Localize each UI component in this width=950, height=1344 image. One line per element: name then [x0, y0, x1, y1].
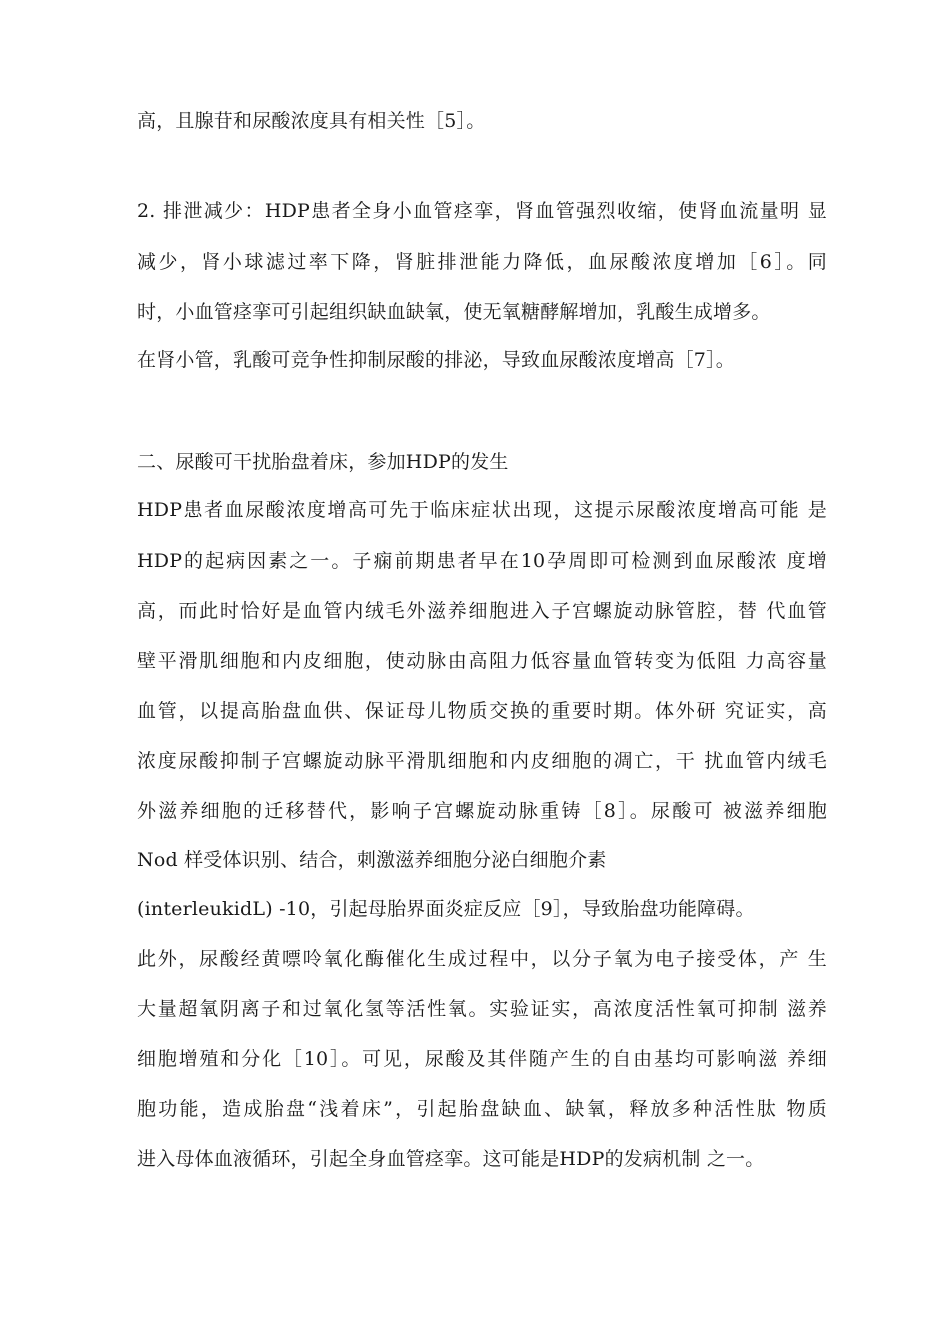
section-heading: 二、尿酸可干扰胎盘着床，参加HDP的发生 [137, 451, 509, 473]
text-line: 壁平滑肌细胞和内皮细胞，使动脉由高阻力低容量血管转变为低阻 力高容量 [137, 650, 827, 672]
text-line: Nod 样受体识别、结合，刺激滋养细胞分泌白细胞介素 [137, 849, 607, 871]
text-line: 减少，肾小球滤过率下降，肾脏排泄能力降低，血尿酸浓度增加［6］。同 [137, 251, 827, 273]
text-line: 细胞增殖和分化［10］。可见，尿酸及其伴随产生的自由基均可影响滋 养细 [137, 1048, 827, 1070]
text-line: 浓度尿酸抑制子宫螺旋动脉平滑肌细胞和内皮细胞的凋亡，干 扰血管内绒毛 [137, 750, 827, 772]
text-line: (interleukidL) -10，引起母胎界面炎症反应［9］，导致胎盘功能障碍。 [137, 898, 755, 920]
text-line: 高，且腺苷和尿酸浓度具有相关性［5］。 [137, 110, 486, 132]
text-line: 在肾小管，乳酸可竞争性抑制尿酸的排泌，导致血尿酸浓度增高［7］。 [137, 349, 735, 371]
text-line: 高，而此时恰好是血管内绒毛外滋养细胞进入子宫螺旋动脉管腔，替 代血管 [137, 600, 827, 622]
text-line: HDP患者血尿酸浓度增高可先于临床症状出现，这提示尿酸浓度增高可能 是 [137, 499, 827, 521]
text-line: 血管，以提高胎盘血供、保证母儿物质交换的重要时期。体外研 究证实，高 [137, 700, 827, 722]
text-line: 外滋养细胞的迁移替代，影响子宫螺旋动脉重铸［8］。尿酸可 被滋养细胞 [137, 800, 827, 822]
text-line: 胞功能，造成胎盘“浅着床”，引起胎盘缺血、缺氧，释放多种活性肽 物质 [137, 1098, 827, 1120]
text-line: 进入母体血液循环，引起全身血管痉挛。这可能是HDP的发病机制 之一。 [137, 1148, 765, 1170]
text-line: 2. 排泄减少：HDP患者全身小血管痉挛，肾血管强烈收缩，使肾血流量明 显 [137, 200, 827, 222]
text-line: 此外，尿酸经黄嘌呤氧化酶催化生成过程中，以分子氧为电子接受体，产 生 [137, 948, 827, 970]
text-line: 时，小血管痉挛可引起组织缺血缺氧，使无氧糖酵解增加，乳酸生成增多。 [137, 301, 771, 323]
text-line: HDP的起病因素之一。子痫前期患者早在10孕周即可检测到血尿酸浓 度增 [137, 550, 827, 572]
text-line: 大量超氧阴离子和过氧化氢等活性氧。实验证实，高浓度活性氧可抑制 滋养 [137, 998, 827, 1020]
